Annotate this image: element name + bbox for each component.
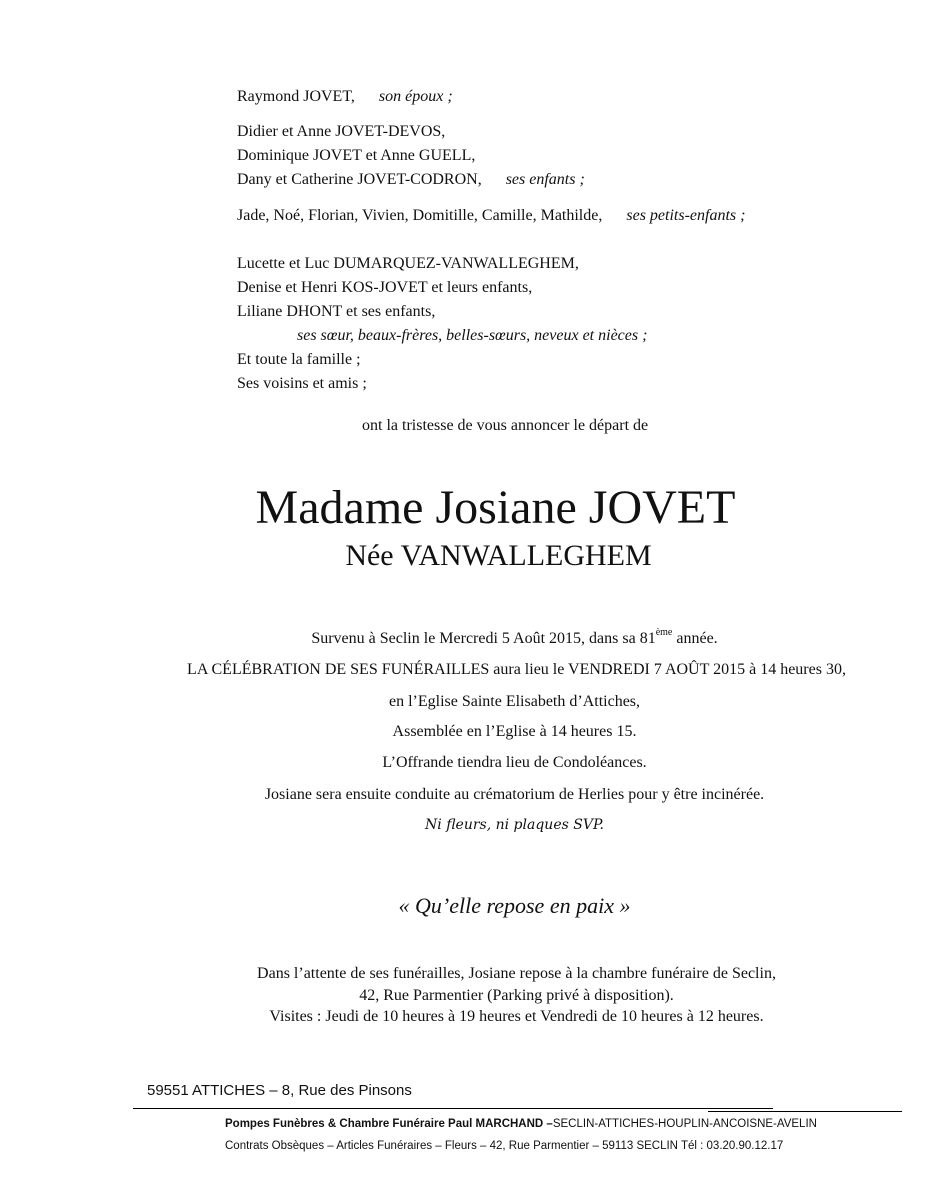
cremation-line: Josiane sera ensuite conduite au crématorium de Herlies pour y être incinérée. [264,786,765,803]
siblings-line-2: Denise et Henri KOS-JOVET et leurs enfants, [237,279,533,296]
death-superscript: ème [655,627,673,638]
spouse-name: Raymond JOVET, [237,88,355,105]
visitation-line-3: Visites : Jeudi de 10 heures à 19 heures et Vendredi de 10 heures à 12 heures. [269,1008,764,1025]
siblings-role: ses sœur, beaux-frères, belles-sœurs, neveux et nièces ; [297,327,648,344]
funeral-line: LA CÉLÉBRATION DE SES FUNÉRAILLES aura lieu le VENDREDI 7 AOÛT 2015 à 14 heures 30, [187,661,846,678]
flowers-note: Ni fleurs, ni plaques SVP. [425,817,604,833]
footer-services: Contrats Obsèques – Articles Funéraires – Fleurs – 42, Rue Parmentier – 59113 SECLIN Tél : 03.20.90.12.17 [225,1140,784,1152]
siblings-line-1: Lucette et Luc DUMARQUEZ-VANWALLEGHEM, [237,255,579,272]
church-line: en l’Eglise Sainte Elisabeth d’Attiches, [388,693,641,710]
visitation-line-1: Dans l’attente de ses funérailles, Josiane repose à la chambre funéraire de Seclin, [257,965,776,982]
grandchildren-line [237,204,745,228]
deceased-name: Madame Josiane JOVET [255,481,736,534]
spouse-line [237,85,453,109]
announcement-text: ont la tristesse de vous annoncer le départ de [362,417,649,434]
children-name: Dany et Catherine JOVET-CODRON, [237,171,482,188]
death-suffix: année. [672,630,718,647]
footer-address: 59551 ATTICHES – 8, Rue des Pinsons [147,1082,412,1099]
grandchildren-names: Jade, Noé, Florian, Vivien, Domitille, Camille, Mathilde, [237,207,603,224]
maiden-name: Née VANWALLEGHEM [345,539,652,572]
children-line-3 [237,168,585,192]
children-role: ses enfants ; [505,171,585,188]
children-line-1: Didier et Anne JOVET-DEVOS, [237,123,446,140]
neighbors-line: Ses voisins et amis ; [237,375,367,392]
grandchildren-role: ses petits-enfants ; [626,207,746,224]
quote: « Qu’elle repose en paix » [398,893,631,918]
company-towns: SECLIN-ATTICHES-HOUPLIN-ANCOISNE-AVELIN [552,1118,817,1130]
siblings-line-3: Liliane DHONT et ses enfants, [237,303,436,320]
spouse-role: son époux ; [378,88,453,105]
death-text: Survenu à Seclin le Mercredi 5 Août 2015, dans sa 81 [311,630,656,647]
footer-rule-short [708,1111,902,1112]
visitation-line-2: 42, Rue Parmentier (Parking privé à disposition). [359,987,674,1004]
assembly-line: Assemblée en l’Eglise à 14 heures 15. [392,723,637,740]
children-line-2: Dominique JOVET et Anne GUELL, [237,147,476,164]
offering-line: L’Offrande tiendra lieu de Condoléances. [382,754,647,771]
company-name: Pompes Funèbres & Chambre Funéraire Paul MARCHAND – [225,1118,553,1130]
family-line: Et toute la famille ; [237,351,361,368]
footer-company [225,1116,817,1132]
footer-rule [133,1108,773,1109]
death-notice [0,627,947,651]
